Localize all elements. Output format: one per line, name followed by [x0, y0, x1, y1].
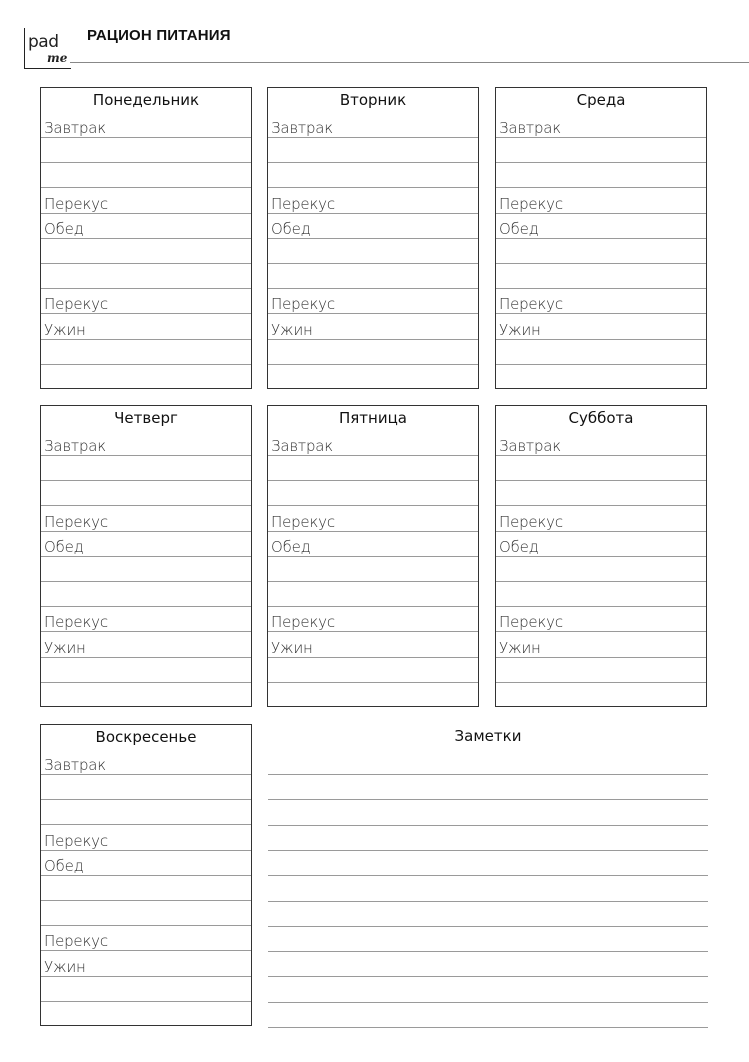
meal-line[interactable]	[41, 289, 251, 314]
meal-line[interactable]	[41, 633, 251, 658]
meal-label: Ужин	[271, 320, 313, 339]
meal-line[interactable]	[496, 658, 706, 683]
meal-line[interactable]	[41, 658, 251, 683]
meal-line[interactable]	[268, 532, 478, 557]
meal-line[interactable]	[268, 507, 478, 532]
day-card	[40, 405, 252, 707]
meal-line[interactable]	[41, 876, 251, 901]
meal-line[interactable]	[41, 456, 251, 481]
day-card	[495, 405, 707, 707]
meal-line[interactable]	[268, 163, 478, 188]
meal-line[interactable]	[496, 163, 706, 188]
meal-line[interactable]	[41, 340, 251, 365]
day-title: Среда	[576, 91, 626, 109]
meal-line[interactable]	[496, 481, 706, 506]
meal-label: Обед	[499, 219, 539, 238]
meal-label: Перекус	[44, 194, 108, 213]
note-line[interactable]	[268, 875, 708, 876]
meal-line[interactable]	[268, 557, 478, 582]
meal-line[interactable]	[41, 189, 251, 214]
meal-label: Обед	[271, 219, 311, 238]
note-line[interactable]	[268, 825, 708, 826]
meal-label: Ужин	[44, 957, 86, 976]
meal-label: Перекус	[271, 194, 335, 213]
meal-label: Перекус	[44, 295, 108, 314]
meal-line[interactable]	[496, 532, 706, 557]
meal-line[interactable]	[41, 683, 251, 708]
meal-label: Ужин	[271, 638, 313, 657]
meal-line[interactable]	[41, 800, 251, 825]
meal-line[interactable]	[268, 365, 478, 390]
meal-line[interactable]	[41, 239, 251, 264]
meal-line[interactable]	[41, 826, 251, 851]
day-title: Суббота	[568, 409, 634, 427]
meal-line[interactable]	[41, 1002, 251, 1027]
meal-label: Перекус	[271, 512, 335, 531]
note-line[interactable]	[268, 951, 708, 952]
note-line[interactable]	[268, 774, 708, 775]
meal-label: Завтрак	[44, 756, 106, 774]
meal-line[interactable]	[41, 952, 251, 977]
logo-text-pad: pad	[28, 32, 59, 52]
meal-label: Ужин	[44, 638, 86, 657]
meal-line[interactable]	[41, 264, 251, 289]
meal-line[interactable]	[41, 481, 251, 506]
note-line[interactable]	[268, 976, 708, 977]
day-card	[267, 87, 479, 389]
meal-line[interactable]	[41, 214, 251, 239]
meal-line[interactable]	[41, 901, 251, 926]
meal-label: Перекус	[499, 295, 563, 314]
meal-line[interactable]	[496, 214, 706, 239]
note-line[interactable]	[268, 901, 708, 902]
meal-label: Перекус	[499, 512, 563, 531]
meal-label: Обед	[271, 537, 311, 556]
meal-label: Ужин	[499, 320, 541, 339]
meal-line[interactable]	[496, 607, 706, 632]
meal-line[interactable]	[496, 456, 706, 481]
meal-label: Перекус	[44, 932, 108, 951]
meal-label: Завтрак	[44, 119, 106, 137]
meal-line[interactable]	[268, 456, 478, 481]
day-title: Понедельник	[92, 91, 200, 109]
note-line[interactable]	[268, 926, 708, 927]
page-title: РАЦИОН ПИТАНИЯ	[87, 27, 231, 44]
meal-line[interactable]	[41, 557, 251, 582]
day-card	[495, 87, 707, 389]
meal-label: Завтрак	[499, 437, 561, 455]
meal-line[interactable]	[496, 582, 706, 607]
meal-line[interactable]	[496, 365, 706, 390]
meal-line[interactable]	[41, 163, 251, 188]
meal-line[interactable]	[41, 851, 251, 876]
meal-label: Обед	[44, 856, 84, 875]
day-title: Пятница	[339, 409, 407, 427]
meal-line[interactable]	[496, 264, 706, 289]
note-line[interactable]	[268, 1027, 708, 1028]
meal-label: Перекус	[499, 613, 563, 632]
notes-title: Заметки	[454, 727, 522, 745]
meal-line[interactable]	[268, 189, 478, 214]
meal-label: Завтрак	[499, 119, 561, 137]
meal-label: Перекус	[44, 831, 108, 850]
day-title: Вторник	[339, 91, 407, 109]
note-line[interactable]	[268, 799, 708, 800]
meal-line[interactable]	[268, 683, 478, 708]
logo-text-me: me	[47, 51, 68, 65]
meal-label: Ужин	[499, 638, 541, 657]
day-card	[267, 405, 479, 707]
day-title: Воскресенье	[95, 728, 197, 746]
meal-label: Завтрак	[271, 437, 333, 455]
meal-line[interactable]	[41, 113, 251, 138]
meal-line[interactable]	[268, 633, 478, 658]
meal-line[interactable]	[41, 977, 251, 1002]
meal-label: Обед	[44, 537, 84, 556]
meal-line[interactable]	[268, 481, 478, 506]
meal-line[interactable]	[268, 607, 478, 632]
meal-line[interactable]	[41, 582, 251, 607]
meal-label: Завтрак	[271, 119, 333, 137]
meal-line[interactable]	[41, 607, 251, 632]
meal-line[interactable]	[41, 315, 251, 340]
meal-line[interactable]	[268, 582, 478, 607]
meal-label: Перекус	[44, 512, 108, 531]
meal-line[interactable]	[268, 315, 478, 340]
meal-line[interactable]	[268, 289, 478, 314]
padme-logo	[24, 28, 71, 69]
meal-label: Перекус	[271, 613, 335, 632]
note-line[interactable]	[268, 850, 708, 851]
meal-label: Завтрак	[44, 437, 106, 455]
meal-line[interactable]	[268, 658, 478, 683]
meal-line[interactable]	[268, 264, 478, 289]
meal-label: Обед	[499, 537, 539, 556]
meal-line[interactable]	[496, 633, 706, 658]
meal-line[interactable]	[496, 239, 706, 264]
meal-line[interactable]	[496, 289, 706, 314]
meal-line[interactable]	[496, 507, 706, 532]
meal-line[interactable]	[41, 431, 251, 456]
meal-line[interactable]	[41, 138, 251, 163]
meal-label: Перекус	[499, 194, 563, 213]
note-line[interactable]	[268, 1002, 708, 1003]
meal-line[interactable]	[41, 750, 251, 775]
day-card	[40, 724, 252, 1026]
meal-line[interactable]	[496, 340, 706, 365]
day-title: Четверг	[114, 409, 178, 427]
meal-line[interactable]	[268, 340, 478, 365]
meal-line[interactable]	[268, 431, 478, 456]
meal-line[interactable]	[496, 189, 706, 214]
meal-line[interactable]	[41, 365, 251, 390]
meal-line[interactable]	[496, 557, 706, 582]
meal-line[interactable]	[496, 138, 706, 163]
meal-line[interactable]	[268, 113, 478, 138]
meal-line[interactable]	[41, 507, 251, 532]
meal-line[interactable]	[496, 315, 706, 340]
meal-line[interactable]	[41, 532, 251, 557]
meal-line[interactable]	[41, 775, 251, 800]
meal-label: Перекус	[271, 295, 335, 314]
meal-line[interactable]	[496, 431, 706, 456]
meal-line[interactable]	[268, 138, 478, 163]
header-divider	[70, 62, 749, 63]
meal-line[interactable]	[268, 214, 478, 239]
meal-label: Перекус	[44, 613, 108, 632]
meal-line[interactable]	[496, 113, 706, 138]
day-card	[40, 87, 252, 389]
meal-line[interactable]	[496, 683, 706, 708]
meal-label: Обед	[44, 219, 84, 238]
meal-line[interactable]	[41, 926, 251, 951]
meal-line[interactable]	[268, 239, 478, 264]
meal-label: Ужин	[44, 320, 86, 339]
